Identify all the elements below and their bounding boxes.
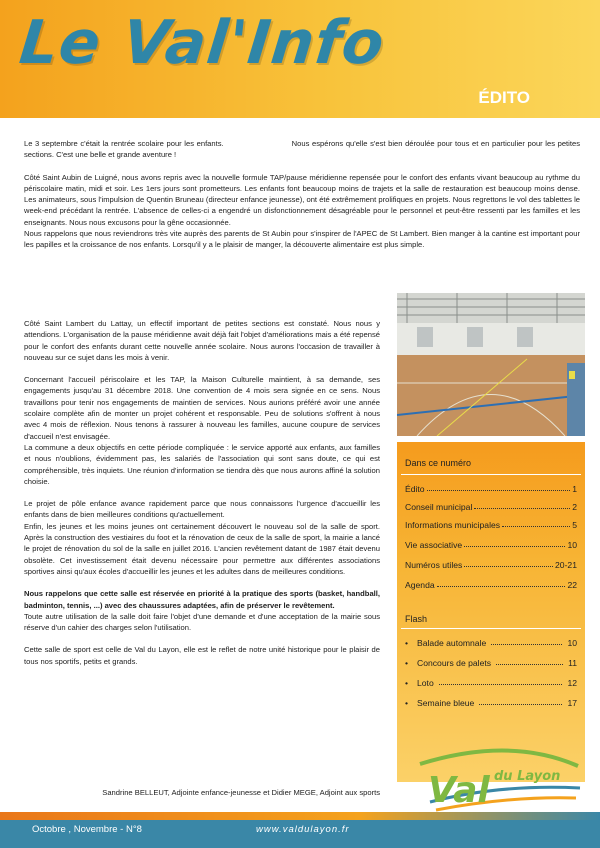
intro-text: [24, 138, 580, 251]
paragraph: Côté Saint Lambert du Lattay, un effectif important de petites sections est constaté. Nous nous y attendions. L'organisation de la pause méridienne avait déjà fait l'objet d'améliorations mais a été repensé pour le confort des enfants durant cette nouvelle année scolaire. Nous aurons l'occasion de travailler à nouveau sur ce sujet dans les mois à venir.: [24, 319, 380, 362]
toc-item[interactable]: Vie associative 10: [405, 540, 577, 550]
masthead-banner: [0, 0, 600, 118]
section-title: ÉDITO: [478, 88, 530, 107]
masthead-title: Le Val'Info: [16, 8, 389, 78]
logo-word-layon: du Layon: [494, 769, 561, 784]
paragraph-bold: Nous rappelons que cette salle est réservée en priorité à la pratique des sports (basket, handball, badminton, tennis, ...) avec des chaussures adaptées, afin de préserver le revêtement.: [24, 589, 380, 610]
issue-label: Octobre , Novembre - N°8: [32, 824, 142, 835]
paragraph: Concernant l'accueil périscolaire et les TAP, la Maison Culturelle maintient, à sa demande, ses engagements jusqu'au 31 décembre 2018. Une convention de 4 mois sera signée en ce sens. Nous travaillons pour tenir nos engagements de maintien de services. Nous aurions préféré avoir une année scolaire complète afin de monter un projet cohérent et responsable. Peu de solutions s'offrent à nous avec 4 mois de réflexion. Nous tenons à rassurer à nouveau les familles, aucune coupure de services d'accueil n'est envisagée.: [24, 375, 380, 441]
flash-heading: Flash: [405, 614, 428, 624]
gym-illustration: [397, 293, 585, 436]
footer-accent-bar: [0, 812, 600, 820]
flash-item[interactable]: • Concours de palets 11: [405, 658, 577, 668]
bullet-icon: •: [405, 658, 409, 668]
divider: [401, 474, 581, 475]
gym-photo: [397, 293, 585, 436]
toc-item[interactable]: Numéros utiles 20-21: [405, 560, 577, 570]
main-column-text: [24, 318, 380, 667]
bullet-icon: •: [405, 698, 409, 708]
toc-item[interactable]: Conseil municipal 2: [405, 502, 577, 512]
paragraph: La commune a deux objectifs en cette période compliquée : le service apporté aux enfants, aux familles et nous n'oublions, évidemment pas, les salariés de l'association qui sont sans doute, ce qui est compréhensible, très inquiets. Une réunion d'information se tiendra dès que nous aurons affiné la solution choisie.: [24, 442, 380, 486]
toc-item[interactable]: Agenda 22: [405, 580, 577, 590]
website-link[interactable]: www.valdulayon.fr: [256, 824, 350, 835]
flash-item[interactable]: • Balade automnale 10: [405, 638, 577, 648]
toc-heading: Dans ce numéro: [405, 458, 472, 468]
flash-item[interactable]: • Semaine bleue 17: [405, 698, 577, 708]
paragraph: Le projet de pôle enfance avance rapidement parce que nous connaissons l'urgence d'accueillir les enfants dans de bien meilleures conditions qu'actuellement.: [24, 499, 380, 520]
paragraph: Cette salle de sport est celle de Val du Layon, elle est le reflet de notre unité historique pour le plaisir de tous nos sportifs, petits et grands.: [24, 645, 380, 666]
toc-item[interactable]: Édito 1: [405, 484, 577, 494]
bullet-icon: •: [405, 678, 409, 688]
divider: [401, 628, 581, 629]
flash-item[interactable]: • Loto 12: [405, 678, 577, 688]
paragraph: Nous rappelons que nous reviendrons très vite auprès des parents de St Aubin pour s'inspirer de l'APEC de St Lambert. Bien manger à la cantine est important pour les papilles et la croissance de nos enfants. Lorsqu'il y a le plaisir de manger, la découverte alimentaire est plus simple.: [24, 229, 580, 250]
toc-item[interactable]: Informations municipales 5: [405, 520, 577, 530]
logo-word-val: Val: [428, 770, 490, 811]
signature: Sandrine BELLEUT, Adjointe enfance-jeunesse et Didier MEGE, Adjoint aux sports: [102, 788, 380, 797]
sidebar-box: [397, 442, 585, 782]
paragraph: Côté Saint Aubin de Luigné, nous avons repris avec la nouvelle formule TAP/pause méridienne repensée pour le confort des enfants vivant beaucoup au rythme du périscolaire matin, midi et soir. Les 1ers jours sont prometteurs. Les enfants font beaucoup moins de trajets et la salle de restauration est beaucoup moins dense. Les animateurs, sous l'impulsion de Quentin Bruneau (directeur enfance jeunesse), ont été extrêmement prolifiques en projets. Nous regrettons le vol des tablettes le week-end précédant la rentrée. L'absence de celles-ci a engendré un disfonctionnement désagréable pour le personnel et peut-être ressenti par les familles et les enseignants. Nous nous excusons pour la gêne occasionnée.: [24, 172, 580, 227]
paragraph: Enfin, les jeunes et les moins jeunes ont certainement découvert le nouveau sol de la salle de sport. Après la construction des vestiaires du foot et la rénovation de ceux de la salle de sport, la mairie a lancé le projet de rénovation du sol de la salle en juillet 2016. L'ancien revêtement datant de 1987 était devenu obsolète. Cet investissement était devenu nécessaire pour permettre aux différentes associations sportives ainsi qu'aux écoles d'accueillir les jeunes et les adultes dans de meilleures conditions.: [24, 521, 380, 576]
paragraph: Toute autre utilisation de la salle doit faire l'objet d'une demande et d'une acceptation de la mairie sous réserve d'un cahier des charges selon l'utilisation.: [24, 611, 380, 633]
bullet-icon: •: [405, 638, 409, 648]
paragraph: Le 3 septembre c'était la rentrée scolaire pour les enfants. Nous espérons qu'elle s'est bien déroulée pour tous et en particulier pour les petites sections. C'est une belle et grande aventure !: [24, 139, 580, 160]
